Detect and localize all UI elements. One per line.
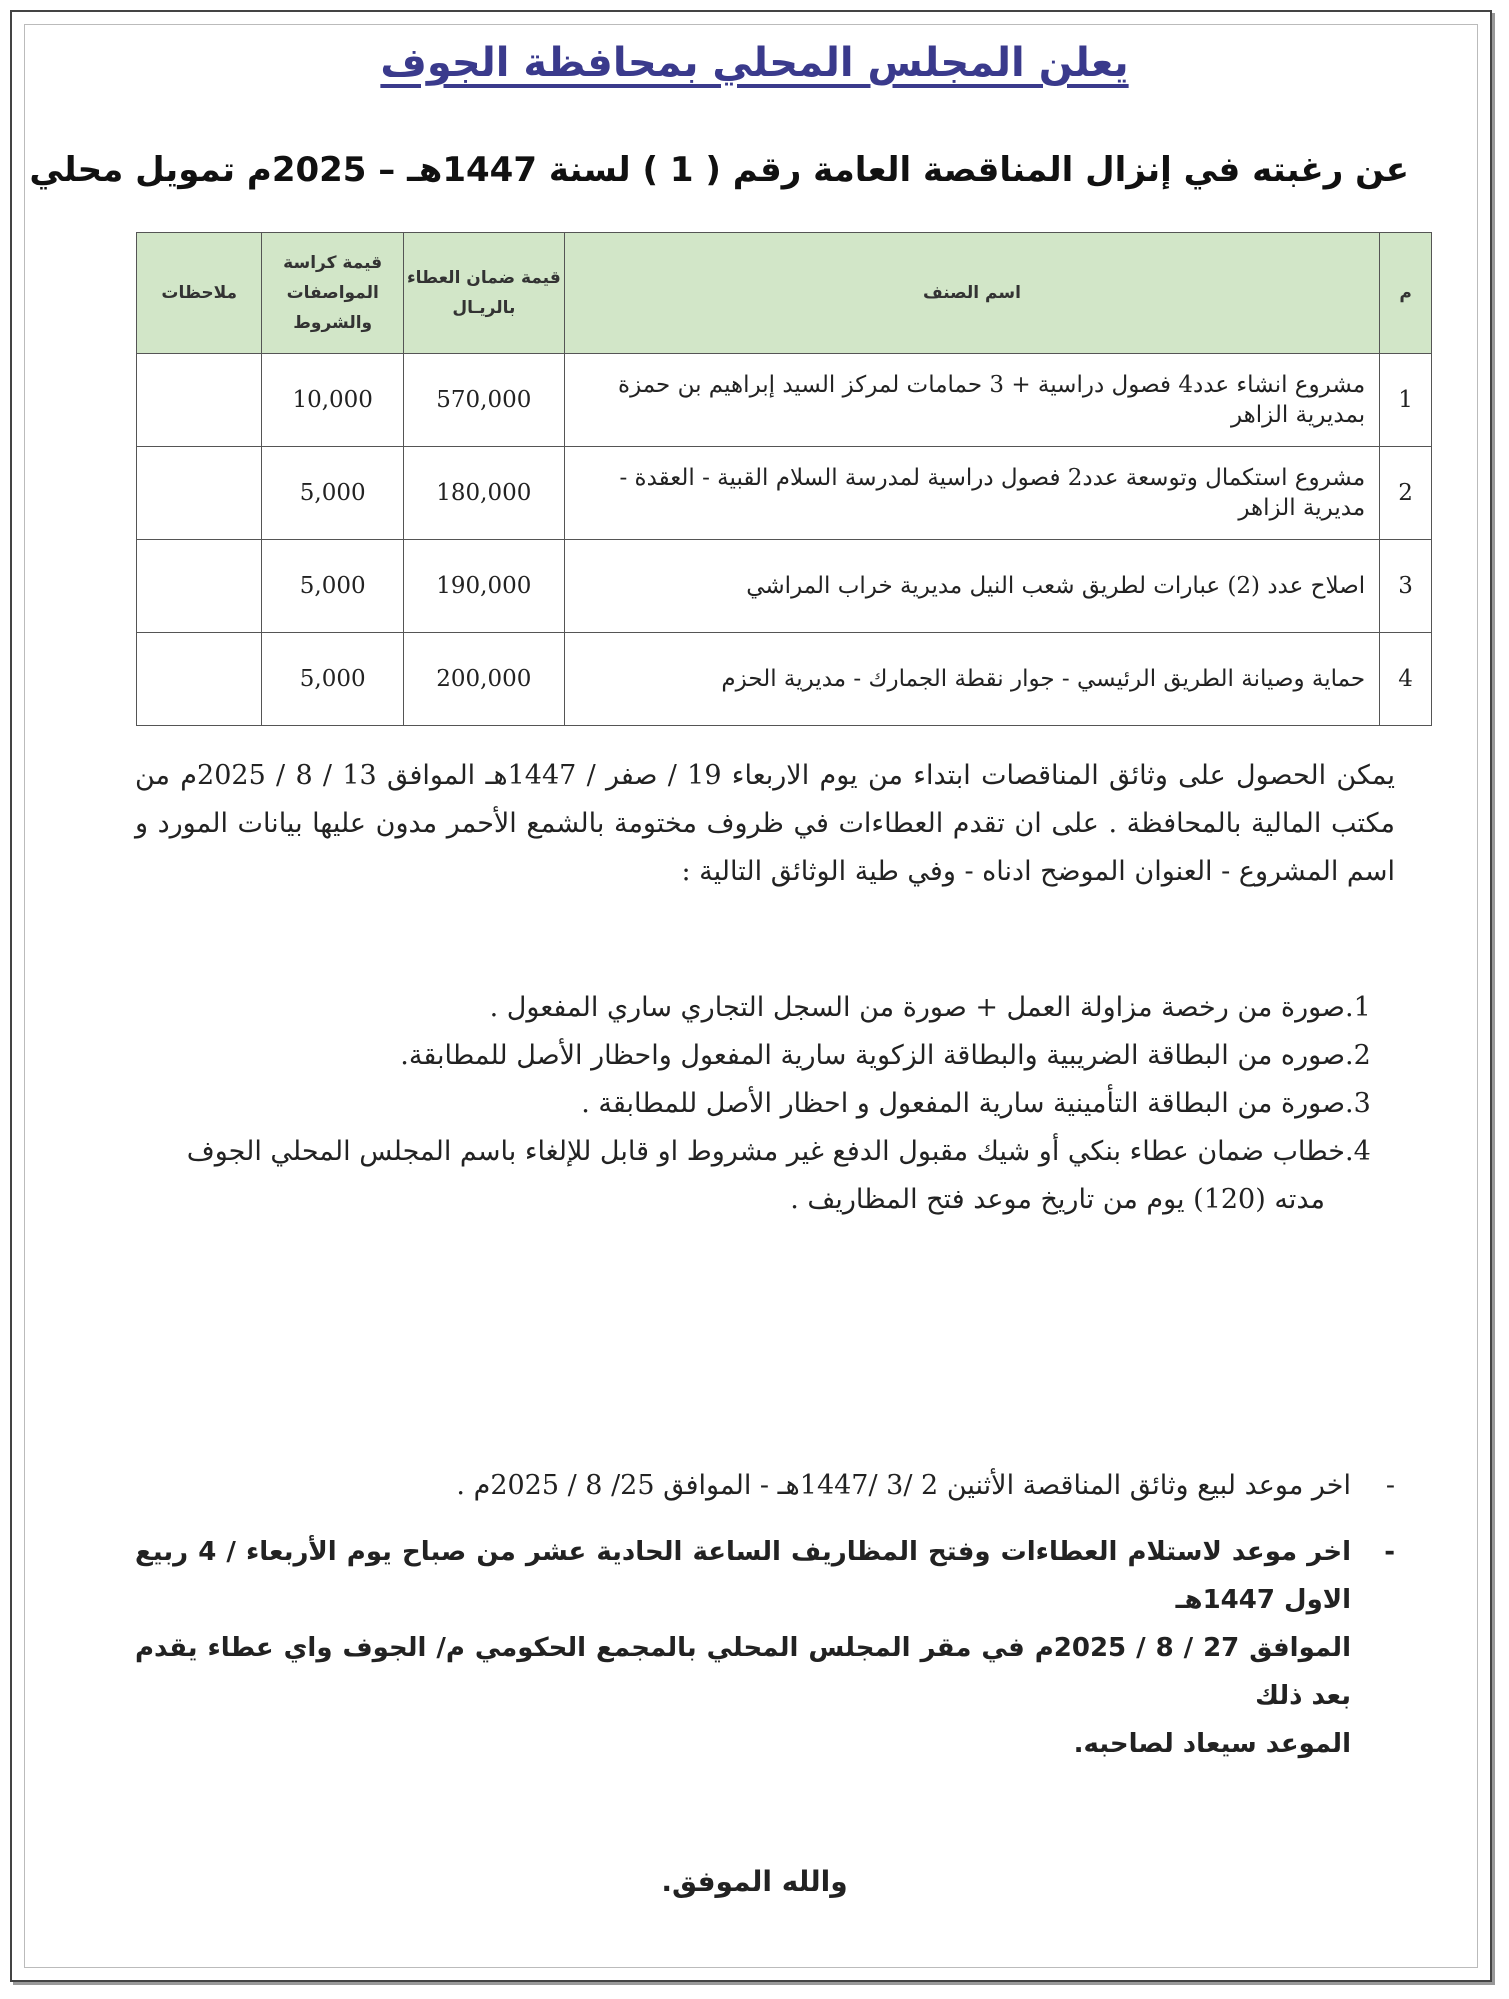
row-notes [137, 354, 262, 447]
documents-list [135, 984, 1395, 1224]
row-guarantee: 190,000 [403, 540, 564, 633]
deadline-sale-text: اخر موعد لبيع وثائق المناقصة الأثنين 2 /3 /1447هـ - الموافق 25/ 8 / 2025م . [456, 1470, 1351, 1501]
row-name: اصلاح عدد (2) عبارات لطريق شعب النيل مديرية خراب المراشي [564, 540, 1379, 633]
row-name: مشروع انشاء عدد4 فصول دراسية + 3 حمامات لمركز السيد إبراهيم بن حمزة بمديرية الزاهر [564, 354, 1379, 447]
list-text: صورة من البطاقة التأمينية سارية المفعول و احظار الأصل للمطابقة . [581, 1088, 1345, 1119]
list-text: صورة من رخصة مزاولة العمل + صورة من السجل التجاري ساري المفعول . [489, 992, 1345, 1023]
row-booklet: 10,000 [262, 354, 403, 447]
list-item [135, 1080, 1395, 1128]
table-row [137, 354, 1432, 447]
table-row [137, 540, 1432, 633]
validity-text: مدته (120) يوم من تاريخ موعد فتح المظاريف . [790, 1184, 1325, 1215]
row-num: 3 [1380, 540, 1432, 633]
table-header-row [137, 233, 1432, 354]
closing-text: والله الموفق. [661, 1865, 848, 1898]
table-row [137, 447, 1432, 540]
deadline-submit-text: اخر موعد لاستلام العطاءات وفتح المظاريف الساعة الحادية عشر من صباح يوم الأربعاء / 4 ربيع الاول 1447هـ [135, 1537, 1352, 1615]
header-num: م [1380, 233, 1432, 354]
row-booklet: 5,000 [262, 633, 403, 726]
dash-bullet: - [1384, 1537, 1395, 1567]
announcement-title: يعلن المجلس المحلي بمحافظة الجوف [380, 40, 1129, 86]
list-number: 2. [1345, 1040, 1371, 1071]
row-guarantee: 180,000 [403, 447, 564, 540]
header-guarantee: قيمة ضمان العطاء بالريـال [403, 233, 564, 354]
deadline-submit-text-2: الموافق 27 / 8 / 2025م في مقر المجلس المحلي بالمجمع الحكومي م/ الجوف واي عطاء يقدم بعد ذلك [135, 1633, 1351, 1711]
row-num: 4 [1380, 633, 1432, 726]
row-guarantee: 200,000 [403, 633, 564, 726]
list-item [135, 984, 1395, 1032]
table-row [137, 633, 1432, 726]
list-item [135, 1032, 1395, 1080]
row-guarantee: 570,000 [403, 354, 564, 447]
row-booklet: 5,000 [262, 540, 403, 633]
documents-paragraph: يمكن الحصول على وثائق المناقصات ابتداء من يوم الاربعاء 19 / صفر / 1447هـ الموافق 13 / 8 / 2025م من مكتب المالية بالمحافظة . على ان تقدم العطاءات في ظروف مختومة بالشمع الأحمر مدون عليها بيانات المورد و اسم المشروع - العنوان الموضح ادناه - وفي طية الوثائق التالية : [135, 760, 1396, 887]
deadline-submit [135, 1528, 1395, 1624]
row-notes [137, 633, 262, 726]
list-number: 4. [1345, 1136, 1371, 1167]
row-num: 2 [1380, 447, 1432, 540]
deadline-submit-text-3: الموعد سيعاد لصاحبه. [1073, 1729, 1351, 1759]
deadline-sale [135, 1462, 1395, 1510]
row-notes [137, 447, 262, 540]
header-notes: ملاحظات [137, 233, 262, 354]
header-name: اسم الصنف [564, 233, 1379, 354]
row-name: مشروع استكمال وتوسعة عدد2 فصول دراسية لمدرسة السلام القبية - العقدة - مديرية الزاهر [564, 447, 1379, 540]
list-item [135, 1128, 1395, 1176]
row-num: 1 [1380, 354, 1432, 447]
list-number: 1. [1345, 992, 1371, 1023]
list-number: 3. [1345, 1088, 1371, 1119]
tender-items-table [136, 232, 1432, 726]
header-booklet: قيمة كراسة المواصفات والشروط [262, 233, 403, 354]
dash-bullet: - [1385, 1470, 1395, 1501]
row-name: حماية وصيانة الطريق الرئيسي - جوار نقطة الجمارك - مديرية الحزم [564, 633, 1379, 726]
list-text: خطاب ضمان عطاء بنكي أو شيك مقبول الدفع غير مشروط او قابل للإلغاء باسم المجلس المحلي الجوف [186, 1136, 1345, 1167]
deadlines [135, 1462, 1395, 1768]
row-notes [137, 540, 262, 633]
row-booklet: 5,000 [262, 447, 403, 540]
list-text: صوره من البطاقة الضريبية والبطاقة الزكوية سارية المفعول واحظار الأصل للمطابقة. [400, 1040, 1345, 1071]
announcement-subtitle: عن رغبته في إنزال المناقصة العامة رقم ( 1 ) لسنة 1447هـ – 2025م تمويل محلي [29, 150, 1409, 190]
